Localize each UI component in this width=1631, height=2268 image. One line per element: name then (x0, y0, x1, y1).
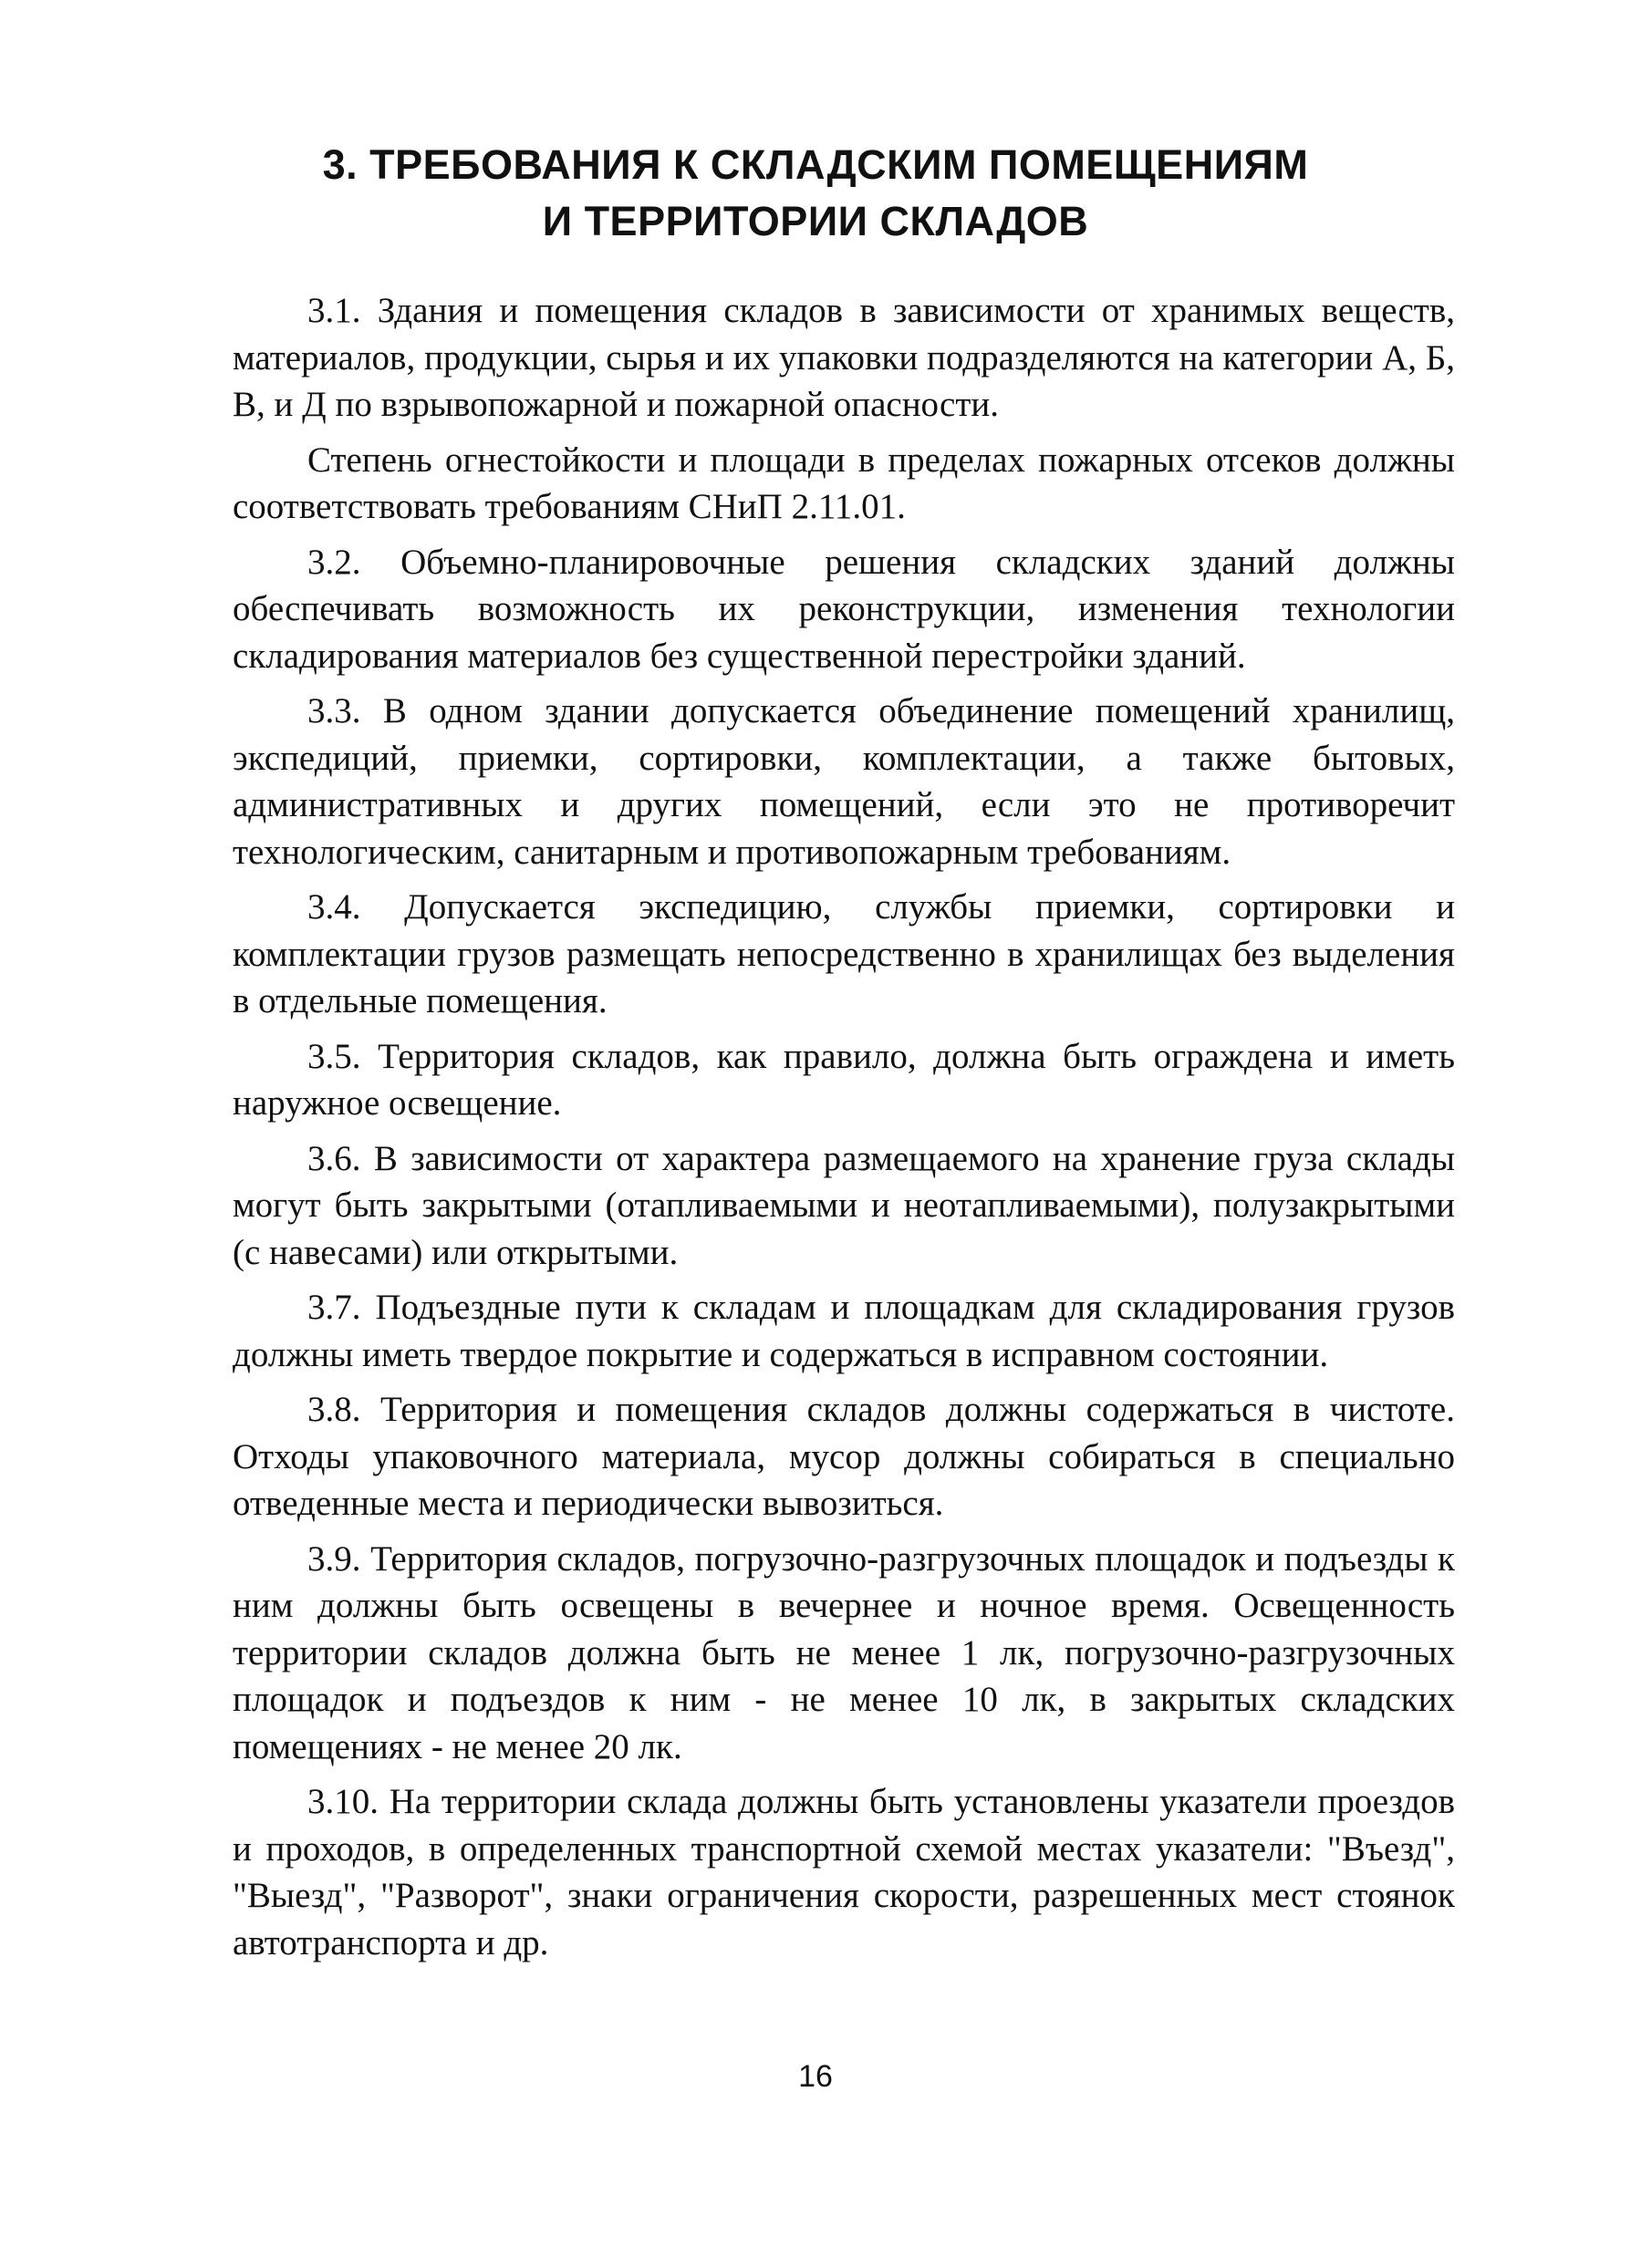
section-heading-line-1: 3. ТРЕБОВАНИЯ К СКЛАДСКИМ ПОМЕЩЕНИЯМ (322, 141, 1309, 188)
section-heading-line-2: И ТЕРРИТОРИИ СКЛАДОВ (542, 198, 1089, 244)
paragraph-3-1: 3.1. Здания и помещения складов в зависимости от хранимых веществ, материалов, продукции, сырья и их упаковки подразделяются на категории А, Б, В, и Д по взрывопожарной и пожарной опасности. (233, 291, 1455, 424)
paragraph-3-5: 3.5. Территория складов, как правило, должна быть ограждена и иметь наружное освещение. (233, 1036, 1455, 1123)
paragraph-3-2: 3.2. Объемно-планировочные решения складских зданий должны обеспечивать возможность их реконструкции, изменения технологии складирования материалов без существенной перестройки зданий. (233, 542, 1455, 676)
paragraph-3-6: 3.6. В зависимости от характера размещаемого на хранение груза склады могут быть закрытыми (отапливаемыми и неотапливаемыми), полузакрытыми (с навесами) или открытыми. (233, 1138, 1455, 1272)
paragraph-3-10: 3.10. На территории склада должны быть установлены указатели проездов и проходов, в определенных транспортной схемой местах указатели: "Въезд", "Выезд", "Разворот", знаки ограничения скорости, разрешенных мест стоянок автотранспорта и др. (233, 1782, 1455, 1962)
section-body (233, 287, 1455, 1974)
paragraph-3-9: 3.9. Территория складов, погрузочно-разгрузочных площадок и подъезды к ним должны быть освещены в вечернее и ночное время. Освещенность территории складов должна быть не менее 1 лк, погрузочно-разгрузочных площадок и подъездов к ним - не менее 10 лк, в закрытых складских помещениях - не менее 20 лк. (233, 1538, 1455, 1766)
paragraph-3-3: 3.3. В одном здании допускается объединение помещений хранилищ, экспедиций, приемки, сортировки, комплектации, а также бытовых, административных и других помещений, если это не противоречит технологическим, санитарным и противопожарным требованиям. (233, 691, 1455, 872)
paragraph-3-1-fire-resistance: Степень огнестойкости и площади в пределах пожарных отсеков должны соответствовать требованиям СНиП 2.11.01. (233, 440, 1455, 526)
paragraph-3-4: 3.4. Допускается экспедицию, службы приемки, сортировки и комплектации грузов размещать непосредственно в хранилищах без выделения в отдельные помещения. (233, 887, 1455, 1020)
paragraph-3-7: 3.7. Подъездные пути к складам и площадкам для складирования грузов должны иметь твердое покрытие и содержаться в исправном состоянии. (233, 1288, 1455, 1374)
paragraph-3-8: 3.8. Территория и помещения складов должны содержаться в чистоте. Отходы упаковочного материала, мусор должны собираться в специально отведенные места и периодически вывозиться. (233, 1390, 1455, 1523)
page-number: 16 (798, 2059, 833, 2094)
section-heading (0, 137, 1631, 250)
